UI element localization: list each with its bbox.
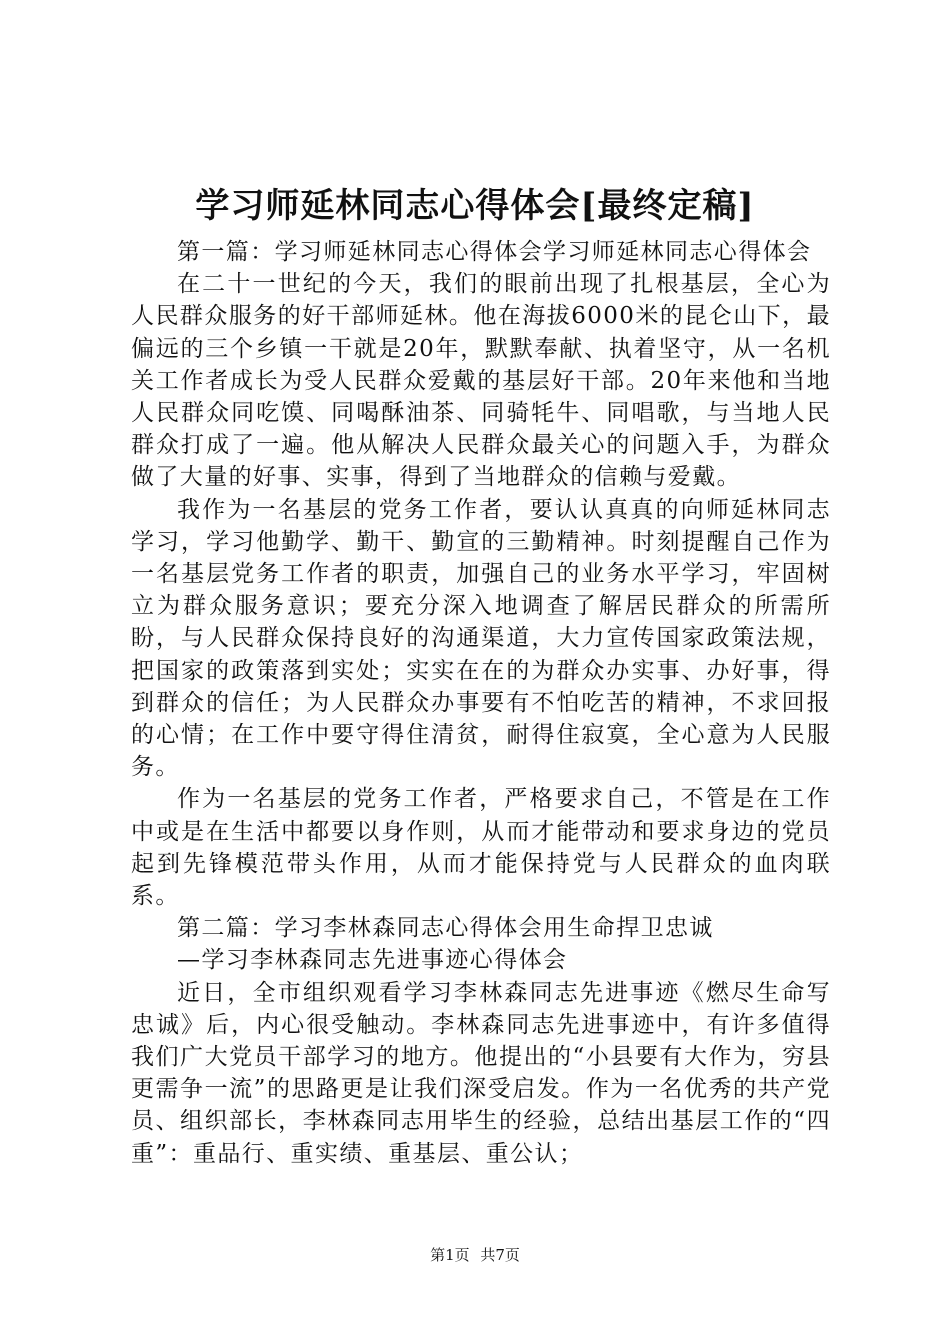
paragraph-heading-2: 第二篇：学习李林森同志心得体会用生命捍卫忠诚: [177, 915, 714, 942]
document-title: 学习师延林同志心得体会[最终定稿]: [195, 186, 755, 226]
page-total: 共7页: [480, 1246, 520, 1264]
paragraph-subheading: —学习李林森同志先进事迹心得体会: [177, 947, 568, 974]
paragraph: 我作为一名基层的党务工作者，要认认真真的向师延林同志学习，学习他勤学、勤干、勤宣的三勤精神。时刻提醒自己作为一名基层党务工作者的职责，加强自己的业务水平学习，牢固树立为群众服务意识；要充分深入地调查了解居民群众的所需所盼，与人民群众保持良好的沟通渠道，大力宣传国家政策法规，把国家的政策落到实处；实实在在的为群众办实事、办好事，得到群众的信任；为人民群众办事要有不怕吃苦的精神，不求回报的心情；在工作中要守得住清贫，耐得住寂寞，全心意为人民服务。: [131, 496, 831, 781]
paragraph: 作为一名基层的党务工作者，严格要求自己，不管是在工作中或是在生活中都要以身作则，从而才能带动和要求身边的党员起到先锋模范带头作用，从而才能保持党与人民群众的血肉联系。: [131, 786, 831, 910]
page-number: 第1页: [430, 1246, 470, 1264]
paragraph: 在二十一世纪的今天，我们的眼前出现了扎根基层，全心为人民群众服务的好干部师延林。他在海拔6000米的昆仑山下，最偏远的三个乡镇一干就是20年，默默奉献、执着坚守，从一名机关工作者成长为受人民群众爱戴的基层好干部。20年来他和当地人民群众同吃馍、同喝酥油茶、同骑牦牛、同唱歌，与当地人民群众打成了一遍。他从解决人民群众最关心的问题入手，为群众做了大量的好事、实事，得到了当地群众的信赖与爱戴。: [131, 271, 831, 491]
document-body: [131, 236, 831, 1170]
paragraph: 近日，全市组织观看学习李林森同志先进事迹《燃尽生命写忠诚》后，内心很受触动。李林森同志先进事迹中，有许多值得我们广大党员干部学习的地方。他提出的“小县要有大作为，穷县更需争一流”的思路更是让我们深受启发。作为一名优秀的共产党员、组织部长，李林森同志用毕生的经验，总结出基层工作的“四重”：重品行、重实绩、重基层、重公认；: [131, 979, 831, 1167]
paragraph-heading-1: 第一篇：学习师延林同志心得体会学习师延林同志心得体会: [177, 239, 812, 265]
page-footer: [0, 1245, 950, 1265]
